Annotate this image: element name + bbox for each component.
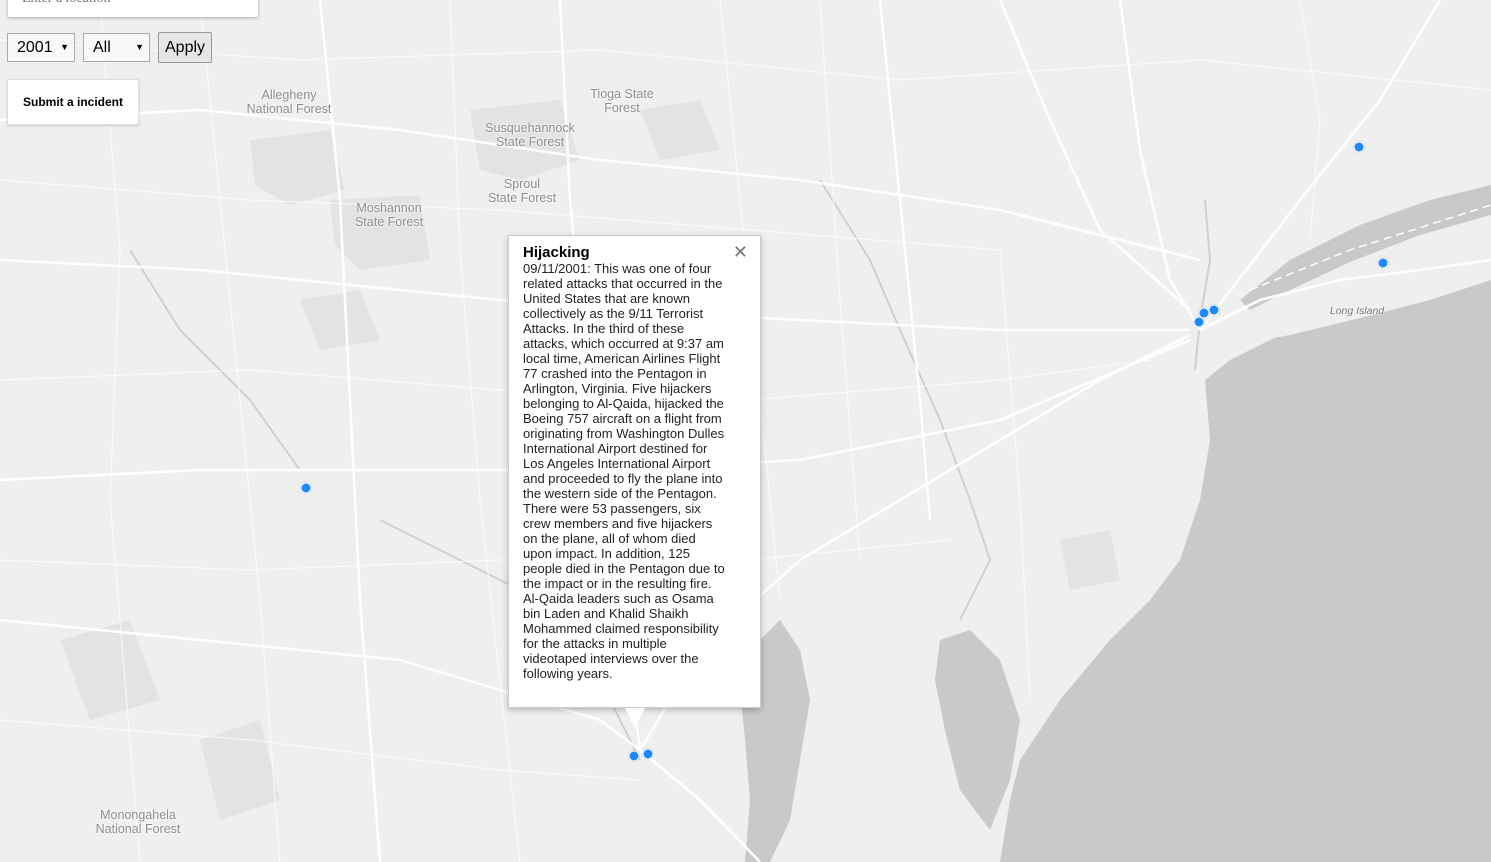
incident-marker[interactable] — [301, 483, 312, 494]
incident-marker[interactable] — [1194, 317, 1205, 328]
map-label-monongahela: Monongahela National Forest — [95, 808, 181, 836]
dropdown-arrow-icon: ▼ — [60, 42, 69, 52]
location-search-box — [8, 0, 258, 17]
close-icon[interactable]: ✕ — [732, 242, 748, 262]
year-select[interactable] — [7, 33, 75, 62]
map-label-long-island: Long Island — [1329, 305, 1385, 317]
dropdown-arrow-icon: ▼ — [135, 42, 144, 52]
info-window-body: 09/11/2001: This was one of four related attacks that occurred in the United States that are known collectively as the 9/11 Terrorist Attacks. In the third of these attacks, which occurred at 9:37 am local time, American Airlines Flight 77 crashed into the Pentagon in Arlington, Virginia. Five hijackers belonging to Al-Qaida, hijacked the Boeing 757 aircraft on a flight from originating from Washington Dulles International Airport destined for Los Angeles International Airport and proceeded to fly the plane into the western side of the Pentagon. There were 53 passengers, six crew members and five hijackers on the plane, all of whom died upon impact. In addition, 125 people died in the Pentagon due to the impact or in the resulting fire. Al-Qaida leaders such as Osama bin Laden and Khalid Shaikh Mohammed claimed responsibility for the attacks in multiple videotaped interviews over the following years. — [523, 261, 725, 681]
type-select[interactable] — [83, 33, 150, 62]
map-label-allegheny: Allegheny National Forest — [246, 88, 332, 116]
map-label-susquehannock: Susquehannock State Forest — [485, 121, 575, 149]
info-window-pointer — [625, 708, 645, 728]
incident-marker[interactable] — [629, 751, 640, 762]
incident-marker[interactable] — [643, 749, 654, 760]
incident-marker[interactable] — [1378, 258, 1389, 269]
incident-marker[interactable] — [1209, 305, 1220, 316]
year-select-value: 2001 — [17, 38, 53, 56]
map-label-sproul: Sproul State Forest — [487, 177, 557, 205]
submit-incident-button[interactable]: Submit a incident — [7, 79, 139, 125]
location-search-input[interactable] — [22, 0, 242, 12]
incident-info-window — [508, 235, 761, 708]
type-select-value: All — [93, 38, 111, 56]
info-window-title: Hijacking — [523, 244, 590, 261]
filter-controls — [7, 33, 212, 63]
incident-marker[interactable] — [1354, 142, 1365, 153]
map-label-tioga: Tioga State Forest — [590, 87, 654, 115]
apply-button[interactable]: Apply — [158, 32, 212, 63]
map-label-moshannon: Moshannon State Forest — [354, 201, 424, 229]
